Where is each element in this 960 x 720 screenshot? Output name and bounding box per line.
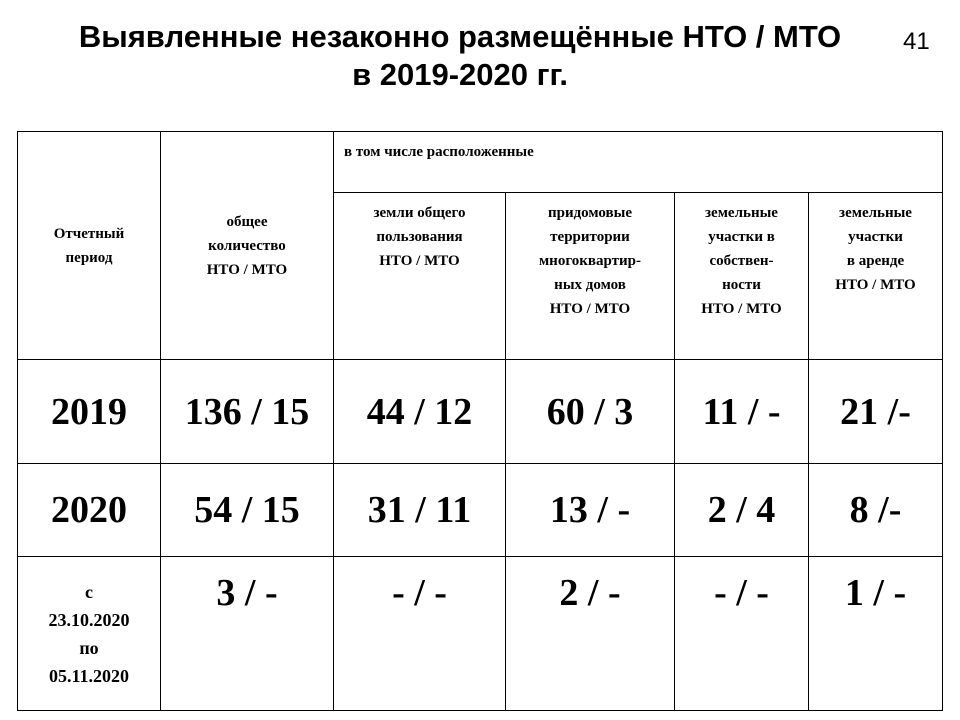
page-number: 41 — [903, 28, 930, 55]
table-row-2020 — [18, 464, 943, 557]
header-line: участки — [848, 229, 903, 245]
header-line: земли общего — [373, 205, 466, 221]
header-including: в том числе расположенные — [334, 132, 943, 193]
period-cell — [18, 557, 161, 711]
period-line: с — [85, 581, 93, 602]
value-cell: 21 /- — [809, 360, 943, 464]
header-line: НТО / МТО — [835, 277, 916, 293]
value-cell: 136 / 15 — [161, 360, 334, 464]
value-cell: 11 / - — [675, 360, 809, 464]
header-line: собствен- — [709, 253, 774, 269]
table-row-period — [18, 557, 943, 711]
title-line-1: Выявленные незаконно размещённые НТО / МТО — [78, 19, 842, 54]
header-public-land — [334, 193, 506, 360]
header-line: придомовые — [547, 205, 633, 221]
header-total-line: общее — [226, 213, 268, 230]
header-line: ности — [722, 277, 761, 293]
value-cell: 44 / 12 — [334, 360, 506, 464]
value-cell: 2 / 4 — [675, 464, 809, 557]
period-line: 05.11.2020 — [48, 665, 129, 686]
header-period-line: Отчетный — [53, 225, 125, 242]
header-line: НТО / МТО — [379, 253, 460, 269]
value-cell: 8 /- — [809, 464, 943, 557]
header-line: ных домов — [554, 277, 626, 293]
header-total — [161, 132, 334, 360]
header-line: земельные — [705, 205, 778, 221]
period-line: по — [79, 637, 99, 658]
header-residential-yards — [506, 193, 675, 360]
value-cell: 13 / - — [506, 464, 675, 557]
header-period — [18, 132, 161, 360]
statistics-table — [17, 131, 943, 711]
value-cell: - / - — [334, 557, 506, 711]
value-cell: - / - — [675, 557, 809, 711]
header-total-line: количество — [208, 237, 286, 254]
title-line-2: в 2019-2020 гг. — [352, 57, 568, 92]
period-cell: 2020 — [18, 464, 161, 557]
header-line: НТО / МТО — [701, 301, 782, 317]
period-cell: 2019 — [18, 360, 161, 464]
header-line: земельные — [839, 205, 912, 221]
header-line: пользования — [376, 229, 463, 245]
header-line: участки в — [708, 229, 775, 245]
header-line: в аренде — [846, 253, 905, 269]
header-line: территории — [550, 229, 630, 245]
value-cell: 1 / - — [809, 557, 943, 711]
header-total-line: НТО / МТО — [206, 261, 288, 278]
header-owned-plots — [675, 193, 809, 360]
header-line: НТО / МТО — [549, 301, 631, 317]
period-line: 23.10.2020 — [48, 609, 130, 630]
slide-title — [0, 18, 920, 94]
header-line: многоквартир- — [538, 253, 642, 269]
value-cell: 54 / 15 — [161, 464, 334, 557]
value-cell: 3 / - — [161, 557, 334, 711]
value-cell: 60 / 3 — [506, 360, 675, 464]
header-leased-plots — [809, 193, 943, 360]
value-cell: 2 / - — [506, 557, 675, 711]
header-period-line: период — [65, 249, 113, 266]
table-row-2019 — [18, 360, 943, 464]
value-cell: 31 / 11 — [334, 464, 506, 557]
